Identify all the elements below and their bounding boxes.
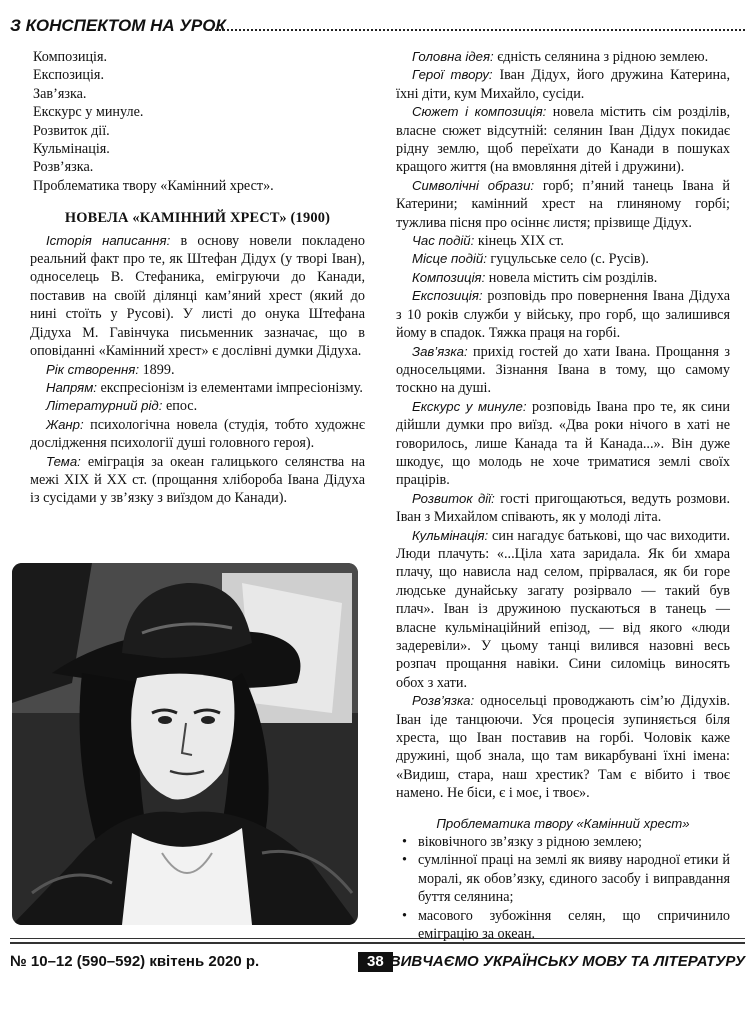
idea-label: Головна ідея: bbox=[412, 49, 494, 64]
symbols-text: горб; п’яний танець Івана й Катерини; камінний хрест на глиняному горбі; тужлива пісня про осіннє листя; прізвище Дідух. bbox=[396, 177, 731, 231]
history-paragraph bbox=[30, 232, 365, 361]
exposition-label: Експозиція: bbox=[412, 288, 483, 304]
portrait-illustration bbox=[12, 563, 358, 925]
genre-paragraph bbox=[30, 416, 365, 453]
year-text: 1899. bbox=[139, 361, 175, 378]
time-label: Час подій: bbox=[412, 233, 475, 249]
page-footer bbox=[10, 953, 745, 975]
time-paragraph bbox=[396, 232, 730, 250]
symbols-label: Символічні образи: bbox=[412, 177, 535, 193]
place-paragraph bbox=[396, 250, 730, 268]
issue-info: № 10–12 (590–592) квітень 2020 р. bbox=[10, 953, 260, 970]
plan-item: Експозиція. bbox=[33, 67, 104, 84]
theme-label: Тема: bbox=[46, 453, 81, 469]
direction-text: експресіонізм із елементами імпресіонізму. bbox=[96, 379, 363, 396]
theme-text: еміграція за океан галицького селянства на межі XIX й XX ст. (прощання хлібороба Івана Дідуха із сусідами у зв’язку з виїздом до Канади). bbox=[30, 453, 365, 507]
kind-paragraph bbox=[30, 397, 365, 415]
footer-rule bbox=[10, 938, 745, 939]
page-number: 38 bbox=[358, 952, 393, 972]
place-label: Місце подій: bbox=[412, 251, 487, 267]
page-header bbox=[10, 16, 745, 38]
section-title: З КОНСПЕКТОМ НА УРОК bbox=[10, 16, 226, 35]
excurs-paragraph bbox=[396, 398, 730, 490]
plot-text: новела містить сім розділів, власне сюжет відсутній: селянин Іван Дідух покидає рідну землю, щоб переїхати до Канади в пошуках кращого життя (на вмовляння дітей і дружини). bbox=[396, 104, 730, 176]
problems-title: Проблематика твору «Камінний хрест» bbox=[436, 815, 690, 831]
theme-paragraph bbox=[30, 453, 365, 508]
excurs-label: Екскурс у минуле: bbox=[412, 398, 527, 414]
direction-label: Напрям: bbox=[46, 379, 97, 395]
direction-paragraph bbox=[30, 379, 365, 397]
plan-item: Розвиток дії. bbox=[33, 122, 110, 139]
problem-text: сумлінної праці на землі як вияву народної етики й моралі, як обов’язку, єдиного засобу і виправдання буття селянина; bbox=[418, 852, 730, 906]
heroes-text: Іван Дідух, його дружина Катерина, їхні діти, кум Михайло, сусіди. bbox=[396, 67, 730, 102]
bullet-icon: • bbox=[402, 907, 407, 924]
composition-text: новела містить сім розділів. bbox=[485, 269, 658, 286]
development-label: Розвиток дії: bbox=[412, 490, 495, 506]
right-column bbox=[396, 48, 730, 944]
resolution-paragraph bbox=[396, 692, 730, 802]
history-text: в основу новели покладено реальний факт про те, як Штефан Дідух (у творі Іван), односелець В. Стефаника, емігруючи до Канади, поставив на своїй ділянці кам’яний хрест (який до нині стоїть у Русові). У листі до онука Штефана Дідуха М. Гавінчука письменник зазначає, що в оповіданні «Камінний хрест» є дослівні думки Дідуха. bbox=[30, 232, 365, 360]
plan-item: Розв’язка. bbox=[33, 159, 94, 176]
climax-paragraph bbox=[396, 527, 730, 693]
exposition-paragraph bbox=[396, 287, 730, 342]
symbols-paragraph bbox=[396, 177, 730, 232]
resolution-label: Розв’язка: bbox=[412, 693, 475, 709]
problems-list bbox=[396, 833, 730, 943]
tie-label: Зав’язка: bbox=[412, 343, 468, 359]
time-text: кінець XIX ст. bbox=[474, 233, 564, 250]
idea-text: єдність селянина з рідною землею. bbox=[493, 49, 709, 65]
novela-heading: НОВЕЛА «КАМІННИЙ ХРЕСТ» (1900) bbox=[64, 210, 331, 227]
plan-item: Зав’язка. bbox=[33, 85, 87, 102]
kind-label: Літературний рід: bbox=[46, 398, 163, 414]
year-label: Рік створення: bbox=[46, 361, 140, 377]
bullet-icon: • bbox=[402, 852, 407, 869]
heroes-label: Герої твору: bbox=[412, 67, 493, 83]
plan-item: Кульмінація. bbox=[33, 141, 110, 158]
composition-label: Композиція: bbox=[412, 269, 486, 285]
exposition-text: розповідь про повернення Івана Дідуха з 10 років служби у війську, про горб, що залишився йому в спадок. Тяжка праця на горбі. bbox=[396, 288, 730, 342]
plan-item: Проблематика твору «Камінний хрест». bbox=[33, 177, 274, 194]
composition-paragraph bbox=[396, 269, 730, 287]
header-dotted-line bbox=[210, 29, 745, 31]
list-item bbox=[396, 851, 730, 906]
journal-title: ВИВЧАЄМО УКРАЇНСЬКУ МОВУ ТА ЛІТЕРАТУРУ bbox=[389, 953, 745, 970]
problem-text: масового зубожіння селян, що спричинило еміграцію за океан. bbox=[418, 907, 730, 943]
kind-text: епос. bbox=[162, 398, 198, 415]
excurs-text: розповідь Івана про те, як сини дійшли думки про виїзд. «Два роки нічого в хаті не говорилось, лише Канада та й Канада...». Він дуже шкодує, що молодь не хоче триматися землі своїх працірів. bbox=[396, 398, 730, 489]
plan-list bbox=[30, 48, 365, 195]
climax-text: син нагадує батькові, що час виходити. Люди плачуть: «...Ціла хата заридала. Як би хмара плачу, що нависла над селом, прірвалася, як би горе людське дунайську загату розірвало — такий був плач». Іван із дружиною пускаються в танець — власне кульмінаційний епізод, — від якого «люди задеревіли». У цьому танці вилився назовні весь розпач прощання навіки. Сини силоміць виносять обох з хати. bbox=[396, 527, 730, 691]
place-text: гуцульське село (с. Русів). bbox=[486, 251, 649, 268]
idea-paragraph bbox=[396, 48, 730, 66]
genre-label: Жанр: bbox=[46, 416, 84, 432]
heroes-paragraph bbox=[396, 66, 730, 103]
left-column bbox=[30, 48, 365, 508]
portrait-drawing bbox=[12, 563, 358, 925]
footer-rule-thick bbox=[10, 942, 745, 944]
history-label: Історія написання: bbox=[46, 232, 171, 248]
plot-paragraph bbox=[396, 103, 730, 177]
resolution-text: односельці проводжають сім’ю Дідухів. Іван іде танцюючи. Уся процесія зупиняється біля хреста, що Іван поставив на горбі. Чоловік каже дружині, щоб знала, що там викарбувані їхні імена: «Видиш, стара, наш хрестик? Там є вібито і твоє намено. Не біси, є і моє, і твоє». bbox=[396, 693, 730, 802]
development-text: гості пригощаються, ведуть розмови. Іван з Михайлом співають, як у молоді літа. bbox=[396, 490, 730, 526]
plan-item: Композиція. bbox=[33, 49, 108, 65]
tie-text: прихід гостей до хати Івана. Прощання з односельцями. Зізнання Івана в тому, що самому тоскно на душі. bbox=[396, 343, 730, 397]
bullet-icon: • bbox=[402, 834, 407, 851]
tie-paragraph bbox=[396, 343, 730, 398]
development-paragraph bbox=[396, 490, 730, 527]
list-item bbox=[396, 833, 730, 851]
climax-label: Кульмінація: bbox=[412, 527, 489, 543]
plot-label: Сюжет і композиція: bbox=[412, 104, 547, 120]
problems-heading bbox=[396, 815, 730, 833]
genre-text: психологічна новела (студія, тобто художнє дослідження психології душі головного героя). bbox=[30, 416, 365, 452]
plan-item: Екскурс у минуле. bbox=[33, 104, 144, 121]
year-paragraph bbox=[30, 361, 365, 379]
problem-text: віковічного зв’язку з рідною землею; bbox=[418, 834, 642, 851]
